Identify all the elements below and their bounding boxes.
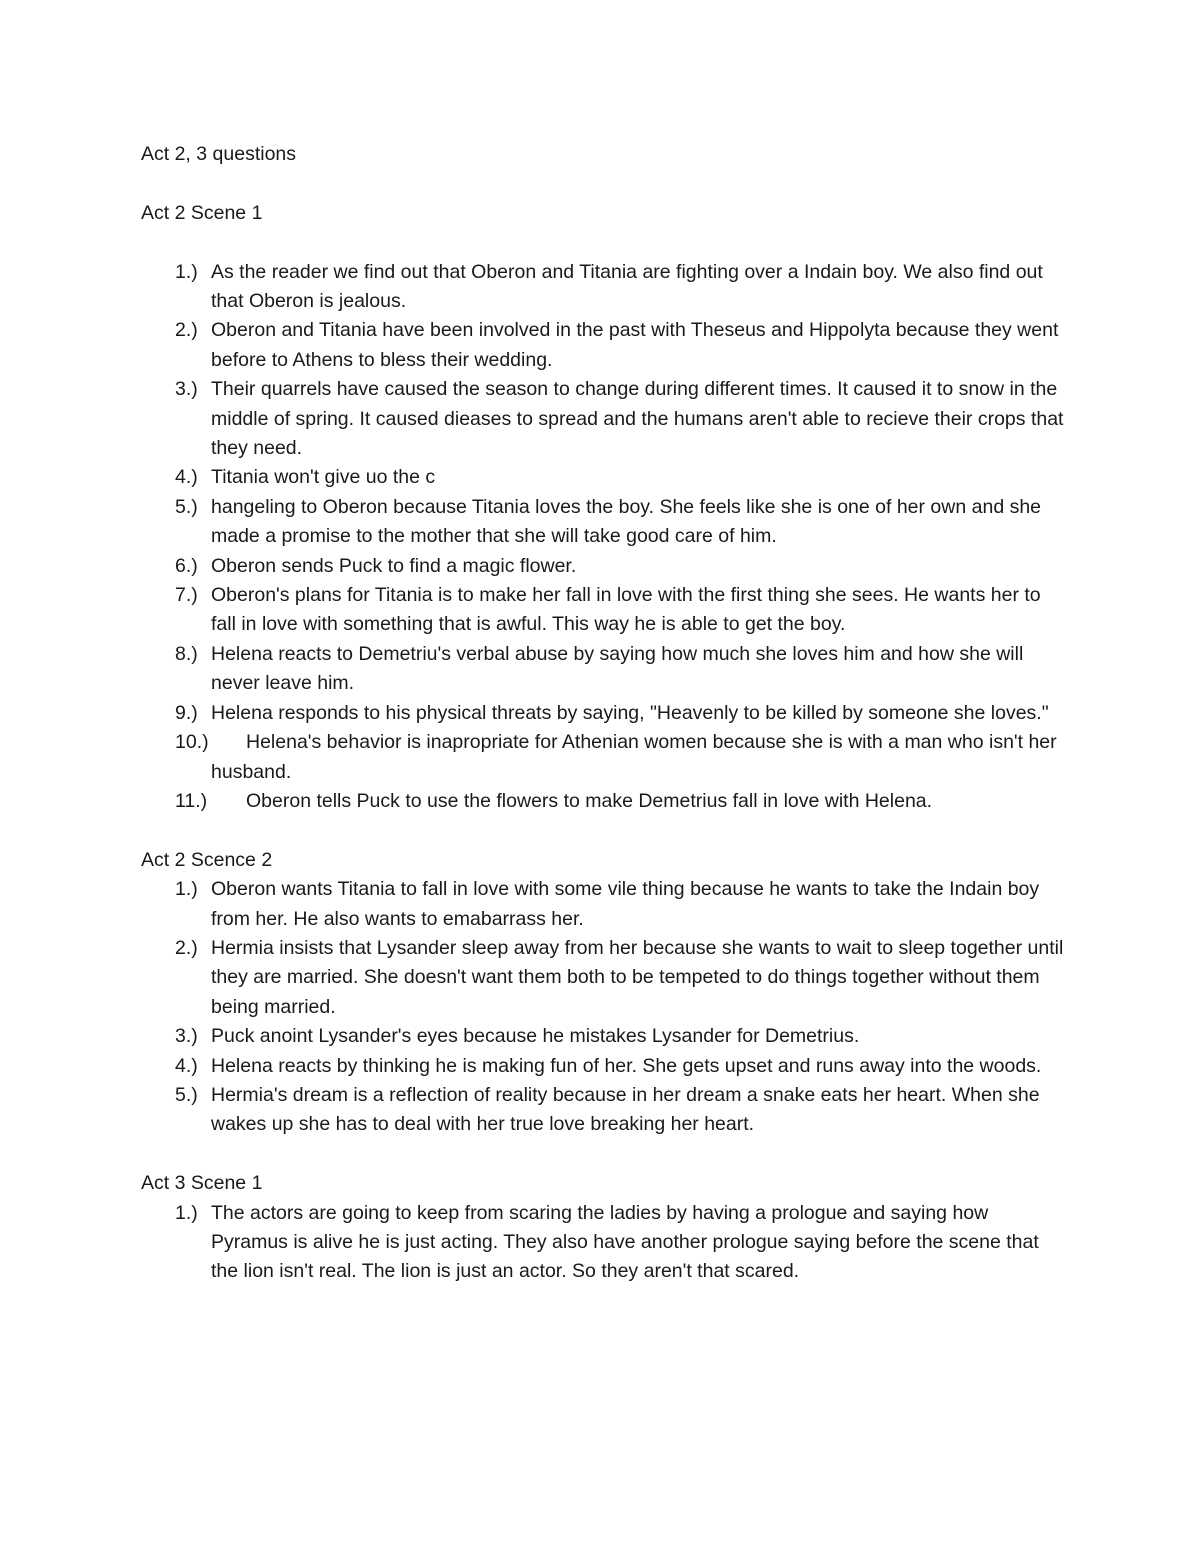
item-number: 7.) — [175, 584, 198, 607]
item-text: Hermia's dream is a reflection of reality because in her dream a snake eats her heart. When she wakes up she has to deal with her true love breaking her heart. — [211, 1083, 1040, 1136]
item-number: 1.) — [175, 878, 198, 901]
item-number: 11.) — [175, 789, 208, 812]
item-number: 8.) — [175, 642, 198, 665]
section-act-3-scene-1 — [141, 1169, 1066, 1287]
section-act-2-scene-1 — [141, 199, 1066, 817]
list-item — [141, 581, 1066, 640]
list-item — [141, 787, 1066, 816]
item-text: Oberon wants Titania to fall in love with some vile thing because he wants to take the Indain boy from her. He also wants to emabarrass her. — [211, 878, 1040, 930]
item-text: Puck anoint Lysander's eyes because he mistakes Lysander for Demetrius. — [211, 1025, 860, 1048]
list-item — [141, 493, 1066, 552]
item-number: 4.) — [175, 1054, 198, 1077]
item-text: As the reader we find out that Oberon and Titania are fighting over a Indain boy. We also find out that Oberon is jealous. — [211, 260, 1043, 312]
section-heading: Act 3 Scene 1 — [141, 1172, 263, 1195]
section-heading: Act 2 Scene 1 — [141, 201, 263, 224]
list-item — [141, 699, 1066, 728]
item-text: The actors are going to keep from scaring the ladies by having a prologue and saying how Pyramus is alive he is just acting. They also have another prologue saying before the scene that the lion isn't real. The lion is just an actor. So they aren't that scared. — [211, 1201, 1039, 1283]
question-list — [141, 875, 1066, 1140]
item-number: 2.) — [175, 936, 198, 959]
item-number: 5.) — [175, 495, 198, 518]
item-number: 10.) — [175, 731, 209, 754]
item-text: Helena reacts by thinking he is making fun of her. She gets upset and runs away into the woods. — [211, 1054, 1042, 1077]
item-number: 1.) — [175, 260, 198, 283]
item-text: Helena responds to his physical threats by saying, "Heavenly to be killed by someone she loves." — [211, 701, 1049, 724]
list-item — [141, 463, 1066, 492]
list-item — [141, 258, 1066, 317]
document-page — [141, 140, 1066, 1316]
item-text: Oberon sends Puck to find a magic flower. — [211, 554, 577, 577]
list-item — [141, 1022, 1066, 1051]
item-text: Helena's behavior is inapropriate for Athenian women because she is with a man who isn't her husband. — [211, 731, 1057, 783]
item-text: Titania won't give uo the c — [211, 466, 436, 489]
item-number: 3.) — [175, 378, 198, 401]
list-item — [141, 1199, 1066, 1287]
item-number: 2.) — [175, 319, 198, 342]
list-item — [141, 1052, 1066, 1081]
item-text: hangeling to Oberon because Titania loves the boy. She feels like she is one of her own and she made a promise to the mother that she will take good care of him. — [211, 495, 1042, 548]
item-number: 1.) — [175, 1201, 198, 1224]
list-item — [141, 875, 1066, 934]
list-item — [141, 934, 1066, 1022]
item-text: Helena reacts to Demetriu's verbal abuse by saying how much she loves him and how she will never leave him. — [211, 642, 1024, 695]
item-number: 3.) — [175, 1025, 198, 1048]
item-number: 4.) — [175, 466, 198, 489]
question-list — [141, 1199, 1066, 1287]
item-text: Oberon tells Puck to use the flowers to make Demetrius fall in love with Helena. — [246, 789, 933, 812]
section-act-2-scene-2 — [141, 846, 1066, 1140]
section-heading: Act 2 Scence 2 — [141, 848, 273, 871]
item-text: Hermia insists that Lysander sleep away from her because she wants to wait to sleep together until they are married. She doesn't want them both to be tempeted to do things together without them being married. — [211, 936, 1064, 1018]
item-number: 5.) — [175, 1083, 198, 1106]
list-item — [141, 640, 1066, 699]
question-list — [141, 258, 1066, 817]
document-title: Act 2, 3 questions — [141, 143, 297, 165]
list-item — [141, 316, 1066, 375]
list-item — [141, 552, 1066, 581]
item-text: Oberon's plans for Titania is to make her fall in love with the first thing she sees. He wants her to fall in love with something that is awful. This way he is able to get the boy. — [211, 584, 1041, 636]
list-item — [141, 728, 1066, 787]
item-text: Oberon and Titania have been involved in the past with Theseus and Hippolyta because they went before to Athens to bless their wedding. — [211, 319, 1059, 371]
list-item — [141, 1081, 1066, 1140]
item-number: 9.) — [175, 701, 198, 724]
item-text: Their quarrels have caused the season to change during different times. It caused it to snow in the middle of spring. It caused dieases to spread and the humans aren't able to recieve their crops that they need. — [211, 378, 1064, 460]
list-item — [141, 375, 1066, 463]
item-number: 6.) — [175, 554, 198, 577]
